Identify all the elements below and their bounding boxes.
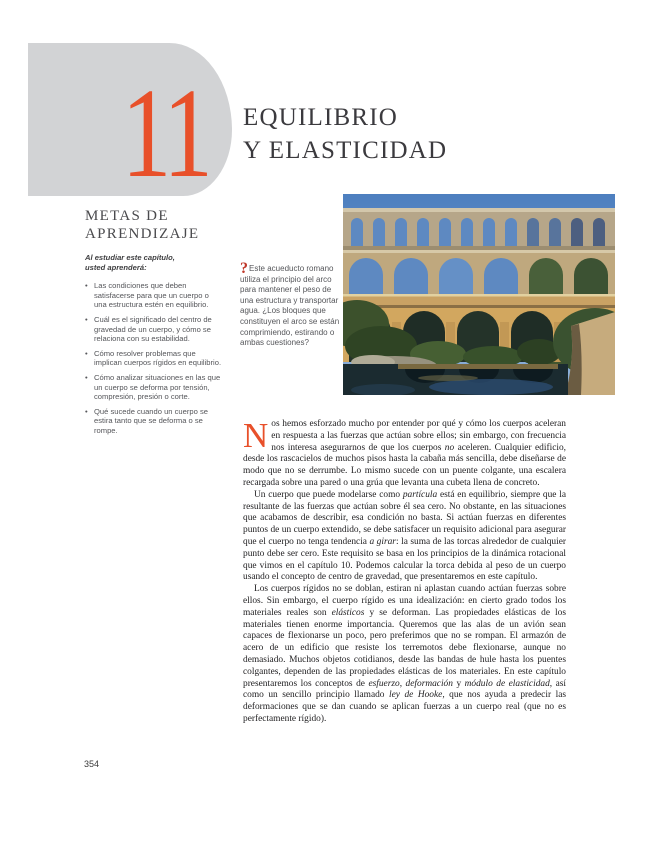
body-text [243,416,567,726]
goal-item: • Cómo analizar situaciones en las que un cuerpo se deforma por tensión, compresión, presión o corte. [85,373,223,402]
question-mark-icon: ? [240,260,248,277]
page-number: 354 [84,759,100,769]
paragraph-1-text: os hemos esforzado mucho por entender por qué y cómo los cuerpos aceleran en respuesta a las fuerzas que actúan sobre ellos; sin embargo, con frecuencia nos interesa asegurarnos de que los cuerpos no aceleren. Cualquier edificio, desde los rascacielos de muchos pisos hasta la cabaña más sencilla, debe diseñarse de modo que no se derrumbe. Lo mismo sucede con un puente colgante, una escalera recargada sobre una pared o una grúa que levanta una cubeta llena de concreto. [243,419,566,488]
chapter-title-line1: EQUILIBRIO [243,104,399,131]
chapter-title-line2: Y ELASTICIDAD [243,137,448,164]
photo-question-caption [240,260,344,349]
aqueduct-illustration [343,194,615,395]
goals-intro-line1: Al estudiar este capítulo, [85,253,175,262]
paragraph-3: Los cuerpos rígidos no se doblan, estiran ni aplastan cuando actúan fuerzas sobre ellos. Sin embargo, el cuerpo rígido es una idealización: en cierto grado todos los materiales reales son elásticos y se deforman. Las propiedades elásticas de los materiales tienen enorme importancia. Queremos que las alas de un avión sean capaces de flexionarse un poco, pero preferimos que no se rompan. El armazón de acero de un edificio que resiste los terremotos debe flexionarse, aunque no demasiado. Muchos objetos cotidianos, desde las bandas de hule hasta los puentes colgantes, dependen de las propiedades elásticas de los materiales. En este capítulo presentaremos los conceptos de esfuerzo, deformación y módulo de elasticidad, así como un sencillo principio llamado ley de Hooke, que nos ayuda a predecir las deformaciones que se dan cuando se aplican fuerzas a un cuerpo real (que no es perfectamente rígido). [243,584,567,724]
aqueduct-photo [343,194,615,395]
paragraph-1 [243,416,566,490]
learning-goals [85,207,223,441]
learning-goals-intro [85,253,223,272]
goals-heading-line2: APRENDIZAJE [85,226,200,242]
learning-goals-list [85,281,223,435]
dropcap-letter: N [243,416,269,455]
goal-item: • Cómo resolver problemas que implican cuerpos rígidos en equilibrio. [85,349,223,368]
goals-heading-line1: METAS DE [85,208,169,224]
chapter-number: 11 [121,62,208,204]
goal-item: • Las condiciones que deben satisfacerse para que un cuerpo o una estructura estén en equilibrio. [85,281,223,310]
photo-question-text: Este acueducto romano utiliza el principio del arco para mantener el peso de una estructura y transportar agua. ¿Los bloques que constituyen el arco se están comprimiendo, estirando o ambas cuestiones? [240,264,340,348]
goal-item: • Qué sucede cuando un cuerpo se estira tanto que se deforma o se rompe. [85,407,223,436]
chapter-title [243,101,447,167]
paragraph-2: Un cuerpo que puede modelarse como partícula está en equilibrio, siempre que la resultante de las fuerzas que actúan sobre él sea cero. No obstante, en las situaciones que acabamos de describir, esa condición no basta. Si actúan fuerzas en diferentes puntos de un cuerpo extendido, se debe satisfacer un requisito adicional para asegurar que el cuerpo no tenga tendencia a girar: la suma de las torcas alrededor de cualquier punto debe ser cero. Este requisito se basa en los principios de la dinámica rotacional que vimos en el capítulo 10. Podemos calcular la torca debida al peso de un cuerpo usando el concepto de centro de gravedad, que presentaremos en este capítulo. [243,489,566,583]
learning-goals-heading [85,207,223,243]
goals-intro-line2: usted aprenderá: [85,262,147,272]
goal-item: • Cuál es el significado del centro de gravedad de un cuerpo, y cómo se relaciona con su estabilidad. [85,315,223,344]
chapter-header-block [28,43,232,204]
